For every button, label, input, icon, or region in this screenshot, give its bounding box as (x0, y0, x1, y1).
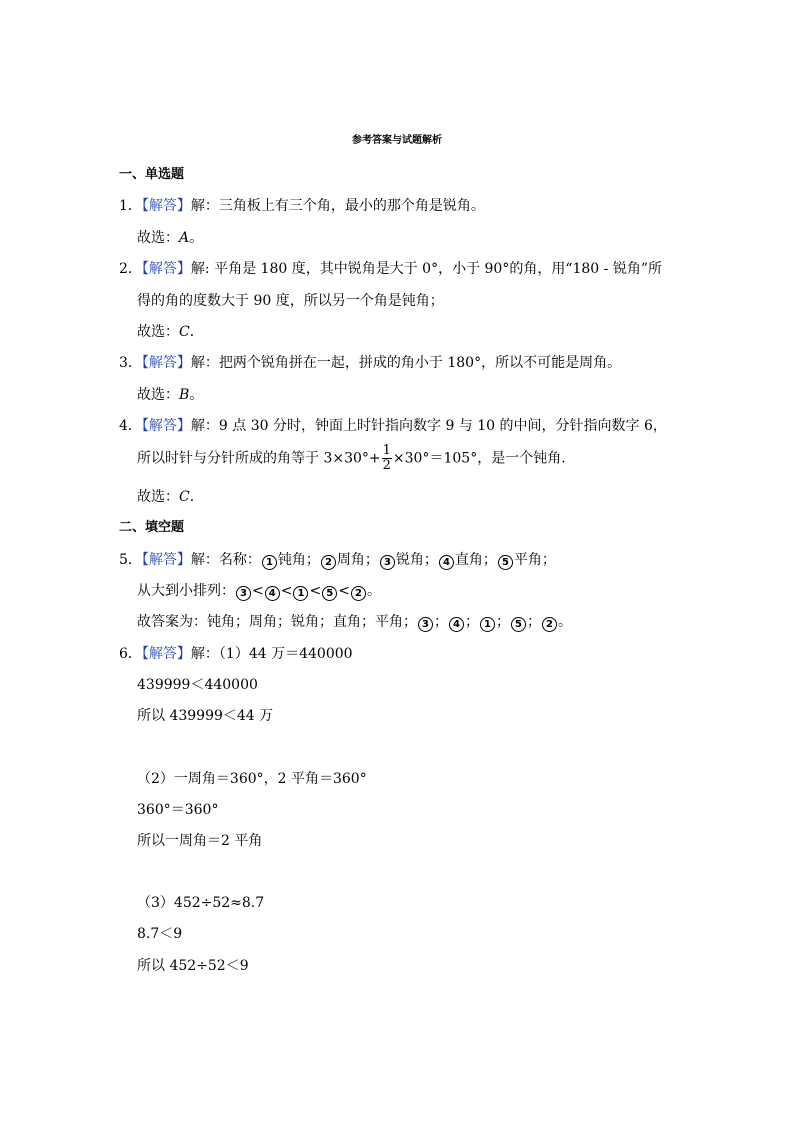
answer-line-3 (137, 388, 203, 402)
answer-prefix: 故选： (137, 230, 179, 246)
less-than: < (252, 583, 264, 599)
angle-name: 钝角； (277, 552, 320, 568)
question-4-line-2 (137, 444, 566, 473)
answer-prefix: 故选： (137, 387, 179, 403)
section-heading-single-choice: 一、单选题 (119, 167, 185, 182)
circled-number: 5 (498, 555, 513, 570)
circled-number: 2 (321, 555, 336, 570)
answer-prefix: 故选： (137, 489, 179, 505)
answer-choice: C (179, 324, 190, 340)
equation-part: 所以时针与分针所成的角等于 3×30°+ (137, 450, 381, 467)
solution-line: 360°＝360° (137, 802, 219, 818)
answer-prefix: 故选： (137, 324, 179, 340)
period: 。 (558, 614, 572, 630)
answer-tag: 【解答】 (141, 198, 191, 214)
answer-tag: 【解答】 (141, 355, 191, 371)
solution-line: 8.7＜9 (137, 926, 183, 942)
answer-suffix: 。 (189, 230, 204, 246)
question-text: 解：（1）44 万＝440000 (190, 646, 353, 662)
question-4 (119, 419, 667, 433)
answer-line-4 (137, 490, 204, 504)
circled-number: 1 (293, 586, 308, 601)
answer-tag: 【解答】 (141, 418, 191, 434)
question-text: 解: 平角是 180 度，其中锐角是大于 0°，小于 90°的角，用“180 - 锐角”所 (190, 261, 662, 277)
question-2-line-2: 得的角的度数大于 90 度，所以另一个角是钝角； (137, 293, 444, 309)
answer-tag: 【解答】 (141, 261, 191, 277)
page-title: 参考答案与试题解析 (352, 135, 442, 146)
circled-number: 4 (449, 617, 464, 632)
circled-number: 1 (262, 555, 277, 570)
solution-line: 所以 439999＜44 万 (137, 708, 274, 724)
angle-name: 周角； (336, 552, 379, 568)
circled-number: 3 (236, 586, 251, 601)
solution-line: （3）452÷52≈8.7 (137, 895, 265, 911)
answer-label: 故答案为：钝角；周角；锐角；直角；平角； (137, 614, 417, 630)
question-text: 解：名称： (190, 552, 261, 568)
circled-number: 1 (480, 617, 495, 632)
answer-suffix: ． (189, 324, 204, 340)
circled-number: 3 (418, 617, 433, 632)
answer-choice: B (179, 387, 190, 403)
question-5 (119, 553, 556, 570)
order-line (137, 584, 381, 601)
angle-name: 平角； (513, 552, 556, 568)
separator: ； (496, 614, 510, 630)
question-3 (119, 356, 621, 370)
solution-line: 439999＜440000 (137, 677, 258, 693)
circled-number: 4 (439, 555, 454, 570)
answer-choice: A (179, 230, 190, 246)
answer-choice: C (179, 489, 190, 505)
circled-number: 5 (322, 586, 337, 601)
answer-suffix: 。 (189, 387, 204, 403)
fraction-numerator: 1 (382, 443, 391, 458)
question-number: 1． (119, 198, 142, 214)
solution-line: 所以 452÷52＜9 (137, 958, 249, 974)
question-6 (119, 647, 353, 661)
circled-number: 2 (351, 586, 366, 601)
answer-line-2 (137, 325, 204, 339)
period: 。 (366, 583, 381, 599)
circled-number: 3 (380, 555, 395, 570)
angle-name: 直角； (454, 552, 497, 568)
answer-tag: 【解答】 (141, 646, 191, 662)
question-number: 5． (119, 552, 142, 568)
order-label: 从大到小排列： (137, 583, 235, 599)
circled-number: 2 (542, 617, 557, 632)
answer-suffix: ． (189, 489, 204, 505)
solution-line: （2）一周角＝360°，2 平角＝360° (137, 771, 367, 787)
less-than: < (338, 583, 350, 599)
answer-line-1 (137, 231, 203, 245)
separator: ； (527, 614, 541, 630)
fraction-denominator: 2 (382, 458, 391, 473)
question-number: 3． (119, 355, 142, 371)
circled-number: 4 (265, 586, 280, 601)
less-than: < (280, 583, 293, 599)
answer-line-5 (137, 615, 572, 632)
angle-name: 锐角； (395, 552, 438, 568)
answer-tag: 【解答】 (141, 552, 191, 568)
question-number: 2． (119, 261, 142, 277)
question-1 (119, 199, 485, 213)
question-number: 4． (119, 418, 142, 434)
question-number: 6． (119, 646, 142, 662)
separator: ； (434, 614, 448, 630)
solution-line: 所以一周角＝2 平角 (137, 833, 263, 849)
question-text: 解：把两个锐角拼在一起，拼成的角小于 180°，所以不可能是周角。 (190, 355, 622, 371)
less-than: < (309, 583, 322, 599)
section-heading-fill-blank: 二、填空题 (119, 520, 185, 535)
question-text: 解：9 点 30 分时，钟面上时针指向数字 9 与 10 的中间，分针指向数字 6， (190, 418, 667, 434)
question-2 (119, 262, 662, 276)
separator: ； (465, 614, 479, 630)
equation-part: ×30°＝105°，是一个钝角. (392, 450, 566, 467)
circled-number: 5 (511, 617, 526, 632)
question-text: 解：三角板上有三个角，最小的那个角是锐角。 (190, 198, 485, 214)
fraction (382, 444, 392, 473)
